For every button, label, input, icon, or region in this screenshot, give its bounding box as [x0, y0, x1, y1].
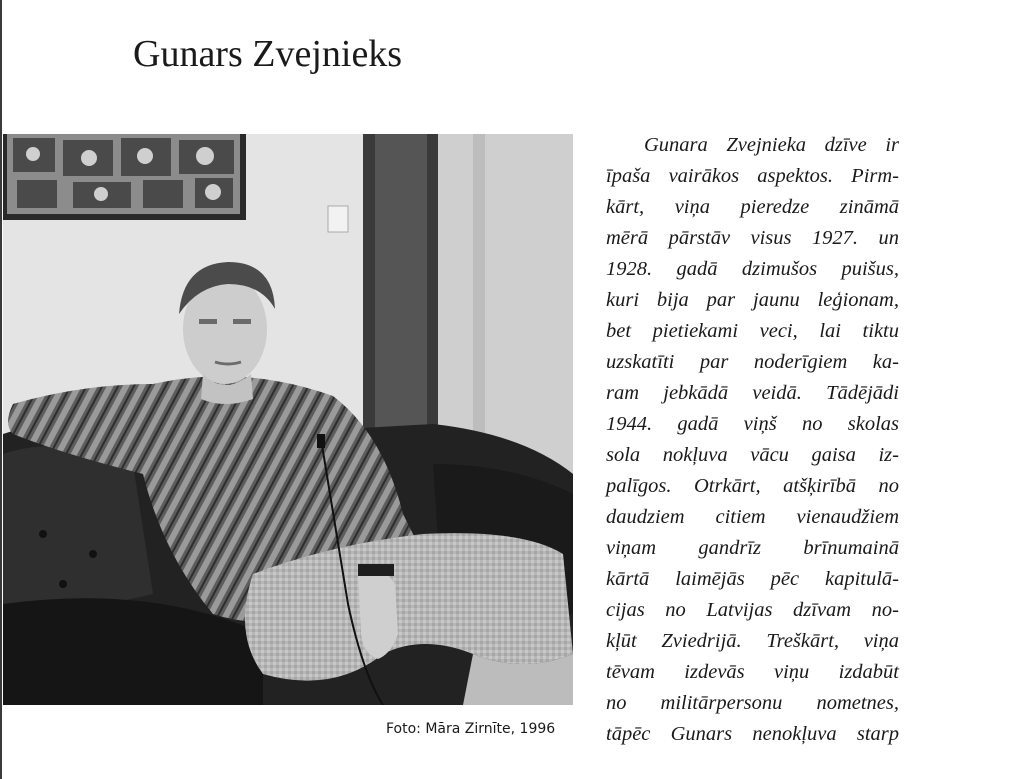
- text-line: kļūt Zviedrijā. Treškārt, viņa: [606, 630, 899, 652]
- text-line: mērā pārstāv visus 1927. un: [606, 227, 899, 249]
- text-line: sola nokļuva vācu gaisa iz-: [606, 444, 899, 466]
- portrait-photo: [3, 134, 573, 705]
- body-text-column: [606, 130, 899, 750]
- text-line: daudziem citiem vienaudžiem: [606, 506, 899, 528]
- page-edge-rule: [0, 0, 2, 779]
- text-line: 1928. gadā dzimušos puišus,: [606, 258, 899, 280]
- text-line: ram jebkādā veidā. Tādējādi: [606, 382, 899, 404]
- text-line: tāpēc Gunars nenokļuva starp: [606, 723, 899, 745]
- photo-caption: Foto: Māra Zirnīte, 1996: [386, 721, 556, 737]
- text-line: īpaša vairākos aspektos. Pirm-: [606, 165, 899, 187]
- text-line: palīgos. Otrkārt, atšķirībā no: [606, 475, 899, 497]
- text-line: kārt, viņa pieredze zināmā: [606, 196, 899, 218]
- text-line: tēvam izdevās viņu izdabūt: [606, 661, 899, 683]
- text-line: viņam gandrīz brīnumainā: [606, 537, 899, 559]
- text-line: 1944. gadā viņš no skolas: [606, 413, 899, 435]
- text-line: no militārpersonu nometnes,: [606, 692, 899, 714]
- text-line: kuri bija par jaunu leģionam,: [606, 289, 899, 311]
- text-line: uzskatīti par noderīgiem ka-: [606, 351, 899, 373]
- text-line: cijas no Latvijas dzīvam no-: [606, 599, 899, 621]
- page-title: Gunars Zvejnieks: [133, 33, 403, 75]
- text-line: bet pietiekami veci, lai tiktu: [606, 320, 899, 342]
- text-line: kārtā laimējās pēc kapitulā-: [606, 568, 899, 590]
- text-line: Gunara Zvejnieka dzīve ir: [644, 134, 899, 156]
